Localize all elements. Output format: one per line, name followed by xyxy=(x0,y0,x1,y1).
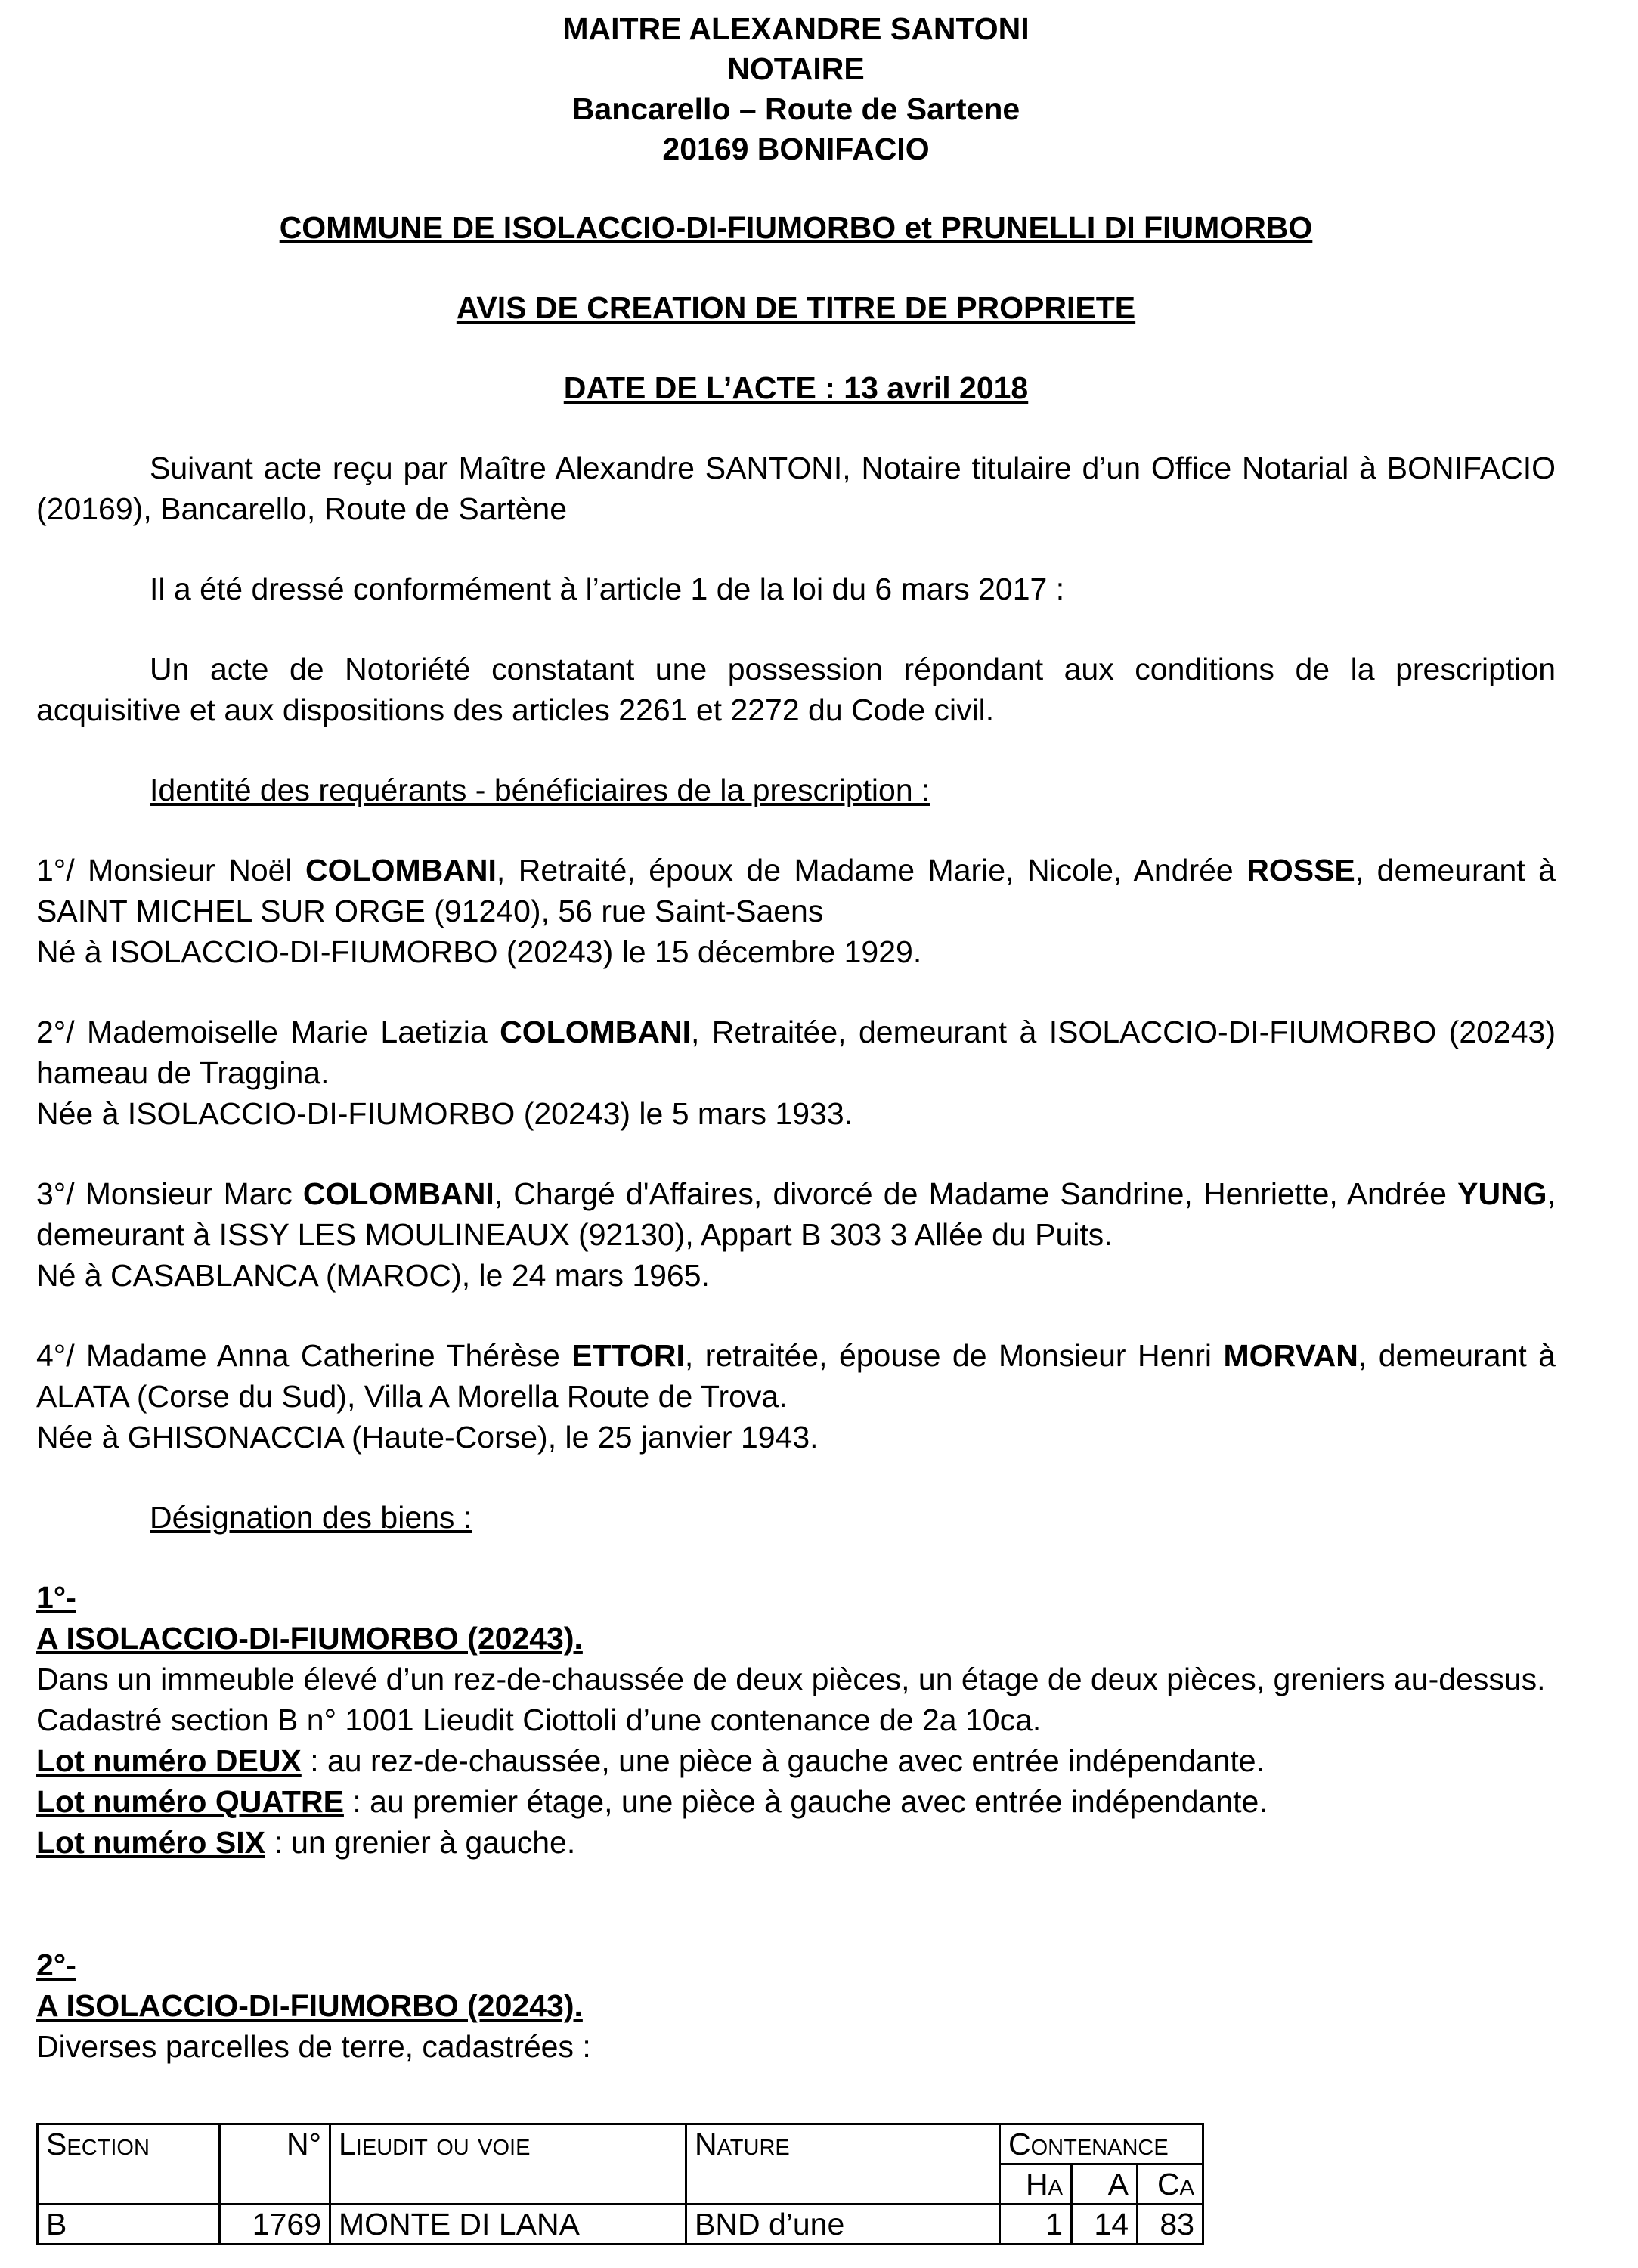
requerant-3-surname: COLOMBANI xyxy=(302,1176,494,1211)
requerant-3-intro: 3°/ Monsieur Marc xyxy=(36,1176,303,1211)
bien-1-description: Dans un immeuble élevé d’un rez-de-chaussée de deux pièces, un étage de deux pièces, greniers au-dessus. xyxy=(36,1662,1546,1696)
parcels-table xyxy=(36,2123,1204,2245)
lot-deux xyxy=(36,1740,1556,1781)
requerant-3 xyxy=(36,1173,1556,1296)
requerant-1-address: , demeurant à SAINT MICHEL SUR ORGE (91240), 56 rue Saint-Saens xyxy=(36,853,1556,928)
cell-ca: 83 xyxy=(1138,2204,1203,2245)
notary-title: NOTAIRE xyxy=(727,51,865,86)
notoriety-paragraph: Un acte de Notoriété constatant une possession répondant aux conditions de la prescription acquisitive et aux dispositions des articles 2261 et 2272 du Code civil. xyxy=(36,652,1556,727)
requerant-2-intro: 2°/ Mademoiselle Marie Laetizia xyxy=(36,1015,500,1049)
requerant-2 xyxy=(36,1012,1556,1134)
requerant-4 xyxy=(36,1335,1556,1458)
requerants-heading-text: Identité des requérants - bénéficiaires de la prescription : xyxy=(150,773,930,807)
cell-ha: 1 xyxy=(1000,2204,1072,2245)
requerant-4-details: , retraitée, épouse de Monsieur Henri xyxy=(684,1338,1224,1373)
header-numero: N° xyxy=(220,2124,330,2204)
lot-six-label: Lot numéro SIX xyxy=(36,1825,265,1860)
notary-street: Bancarello – Route de Sartene xyxy=(571,91,1020,126)
requerants-heading xyxy=(36,770,1556,810)
lot-quatre xyxy=(36,1781,1556,1822)
requerant-2-surname: COLOMBANI xyxy=(500,1015,691,1049)
bien-2 xyxy=(36,1944,1556,2067)
document-page xyxy=(36,0,1556,2242)
requerant-1-spouse-surname: ROSSE xyxy=(1246,853,1355,888)
requerant-4-intro: 4°/ Madame Anna Catherine Thérèse xyxy=(36,1338,572,1373)
bien-1-location: A ISOLACCIO-DI-FIUMORBO (20243). xyxy=(36,1621,583,1656)
cell-nature: BND d’une xyxy=(686,2204,1000,2245)
lot-quatre-label: Lot numéro QUATRE xyxy=(36,1784,344,1819)
header-ha: Ha xyxy=(1000,2164,1072,2204)
intro-paragraph: Suivant acte reçu par Maître Alexandre SANTONI, Notaire titulaire d’un Office Notarial à BONIFACIO (20169), Bancarello, Route de Sartène xyxy=(36,451,1556,526)
requerant-2-birth: Née à ISOLACCIO-DI-FIUMORBO (20243) le 5 mars 1933. xyxy=(36,1096,853,1131)
act-date-title: DATE DE L’ACTE : 13 avril 2018 xyxy=(563,370,1029,405)
bien-1 xyxy=(36,1577,1556,1863)
requerant-3-details: , Chargé d'Affaires, divorcé de Madame Sandrine, Henriette, Andrée xyxy=(494,1176,1458,1211)
biens-heading xyxy=(36,1497,1556,1538)
notary-city: 20169 BONIFACIO xyxy=(662,132,930,166)
header-a: A xyxy=(1072,2164,1138,2204)
bien-2-location: A ISOLACCIO-DI-FIUMORBO (20243). xyxy=(36,1988,583,2023)
notary-name: MAITRE ALEXANDRE SANTONI xyxy=(562,11,1030,46)
bien-2-description: Diverses parcelles de terre, cadastrées : xyxy=(36,2029,591,2064)
requerant-4-birth: Née à GHISONACCIA (Haute-Corse), le 25 janvier 1943. xyxy=(36,1420,819,1455)
requerant-3-address: , demeurant à ISSY LES MOULINEAUX (92130), Appart B 303 3 Allée du Puits. xyxy=(36,1176,1556,1252)
header-nature: Nature xyxy=(686,2124,1000,2204)
bien-1-number: 1°- xyxy=(36,1580,76,1615)
lot-six xyxy=(36,1822,1556,1863)
bien-1-cadastre: Cadastré section B n° 1001 Lieudit Ciottoli d’une contenance de 2a 10ca. xyxy=(36,1703,1042,1737)
table-header-row xyxy=(38,2124,1203,2164)
notice-title: AVIS DE CREATION DE TITRE DE PROPRIETE xyxy=(456,290,1136,325)
requerant-1-surname: COLOMBANI xyxy=(305,853,497,888)
law-paragraph: Il a été dressé conformément à l’article 1 de la loi du 6 mars 2017 : xyxy=(150,572,1065,606)
cell-a: 14 xyxy=(1072,2204,1138,2245)
cell-section: B xyxy=(38,2204,220,2245)
notary-header xyxy=(36,9,1556,169)
requerant-1-intro: 1°/ Monsieur Noël xyxy=(36,853,306,888)
lot-six-text: : un grenier à gauche. xyxy=(265,1825,576,1860)
header-ca: Ca xyxy=(1138,2164,1203,2204)
cell-lieudit: MONTE DI LANA xyxy=(330,2204,686,2245)
lot-deux-text: : au rez-de-chaussée, une pièce à gauche avec entrée indépendante. xyxy=(301,1743,1265,1778)
requerant-1-birth: Né à ISOLACCIO-DI-FIUMORBO (20243) le 15 décembre 1929. xyxy=(36,934,922,969)
commune-title: COMMUNE DE ISOLACCIO-DI-FIUMORBO et PRUNELLI DI FIUMORBO xyxy=(279,210,1313,245)
requerant-4-address: , demeurant à ALATA (Corse du Sud), Villa A Morella Route de Trova. xyxy=(36,1338,1556,1414)
requerant-4-surname: ETTORI xyxy=(571,1338,685,1373)
requerant-1-details: , Retraité, époux de Madame Marie, Nicole, Andrée xyxy=(496,853,1247,888)
header-contenance: Contenance xyxy=(1000,2124,1203,2164)
header-section: Section xyxy=(38,2124,220,2204)
requerant-2-details: , Retraitée, demeurant à ISOLACCIO-DI-FIUMORBO (20243) hameau de Traggina. xyxy=(36,1015,1556,1090)
requerant-1 xyxy=(36,850,1556,972)
requerant-3-birth: Né à CASABLANCA (MAROC), le 24 mars 1965. xyxy=(36,1258,710,1293)
requerant-3-ex-spouse-surname: YUNG xyxy=(1457,1176,1547,1211)
requerant-4-spouse-surname: MORVAN xyxy=(1223,1338,1358,1373)
cell-numero: 1769 xyxy=(220,2204,330,2245)
biens-heading-text: Désignation des biens : xyxy=(150,1500,472,1535)
lot-quatre-text: : au premier étage, une pièce à gauche avec entrée indépendante. xyxy=(343,1784,1268,1819)
table-row xyxy=(38,2204,1203,2245)
bien-2-number: 2°- xyxy=(36,1947,76,1982)
header-lieudit: Lieudit ou voie xyxy=(330,2124,686,2204)
lot-deux-label: Lot numéro DEUX xyxy=(36,1743,302,1778)
